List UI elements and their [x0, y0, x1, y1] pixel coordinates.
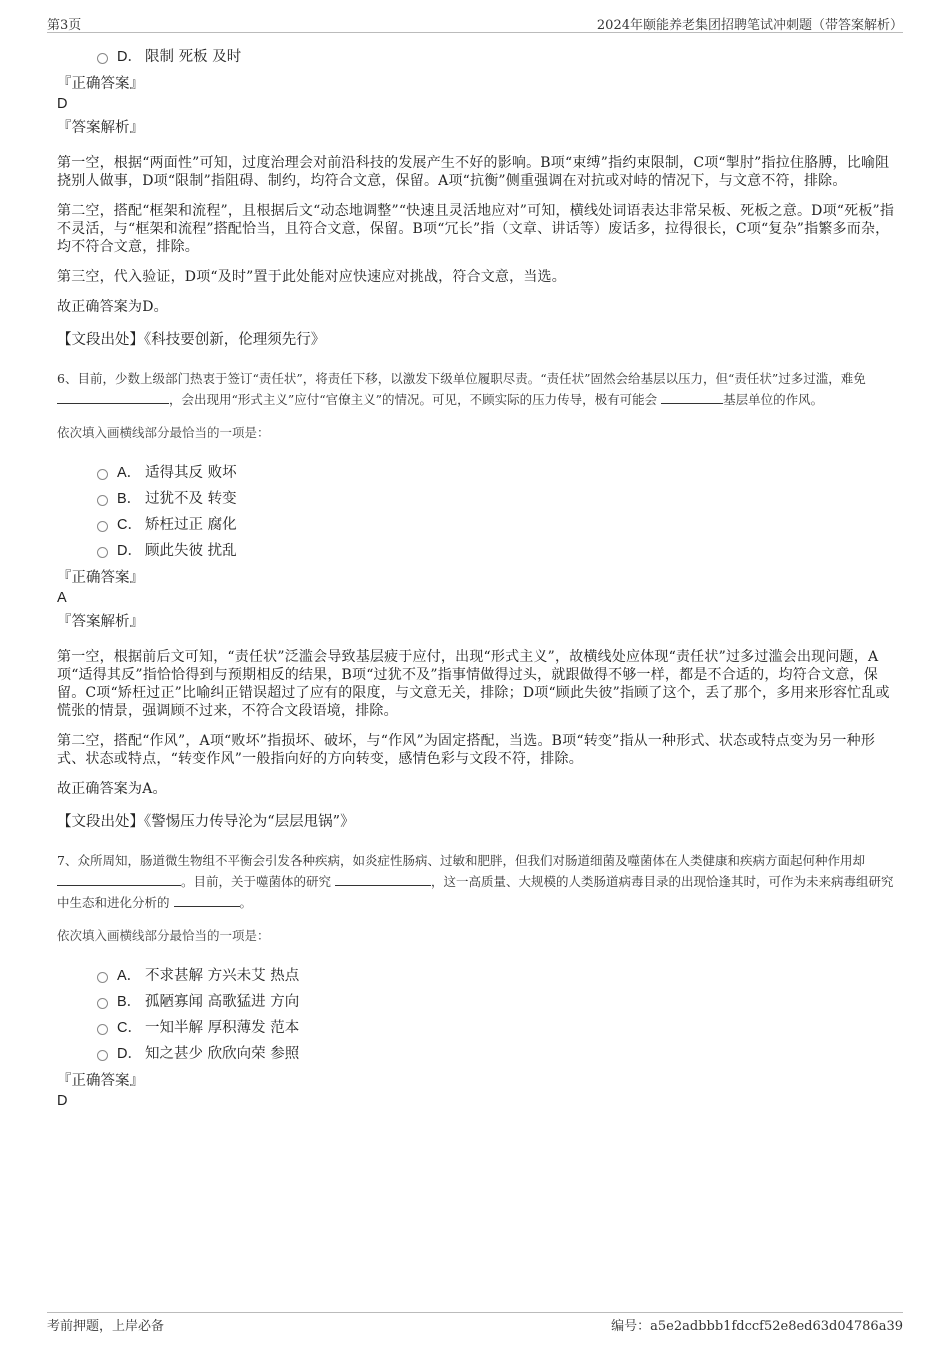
q6-option-d[interactable]	[57, 538, 897, 564]
fill-blank	[57, 389, 169, 404]
document-id: 编号：a5e2adbbb1fdccf52e8ed63d04786a39	[611, 1319, 903, 1334]
stem-text: 7、众所周知，肠道微生物组不平衡会引发各种疾病，如炎症性肠病、过敏和肥胖，但我们对肠道细菌及噬菌体在人类健康和疾病方面起何种作用却	[57, 853, 865, 868]
instruction-text: 依次填入画横线部分最恰当的一项是：	[57, 928, 270, 943]
document-title: 2024年颐能养老集团招聘笔试冲刺题（带答案解析）	[596, 18, 903, 33]
page-number: 第3页	[47, 18, 82, 33]
stem-text: 。	[239, 895, 253, 910]
question-stem	[57, 368, 897, 410]
q7-option-a[interactable]	[57, 963, 897, 989]
radio-icon[interactable]	[97, 972, 108, 983]
radio-icon[interactable]	[97, 521, 108, 532]
q5-option-d[interactable]	[57, 44, 897, 70]
option-text: 顾此失彼 扰乱	[145, 543, 237, 559]
option-text: 不求甚解 方兴未艾 热点	[145, 968, 300, 984]
page-content	[57, 44, 897, 1111]
q7-option-d[interactable]	[57, 1041, 897, 1067]
source-citation: 【文段出处】《科技要创新，伦理须先行》	[57, 332, 326, 348]
header-divider	[47, 32, 903, 33]
stem-text: 。目前，关于噬菌体的研究	[181, 874, 332, 889]
option-letter: D．	[117, 1046, 142, 1062]
radio-icon[interactable]	[97, 1024, 108, 1035]
option-text: 限制 死板 及时	[145, 49, 242, 65]
source-citation: 【文段出处】《警惕压力传导沦为“层层甩锅”》	[57, 814, 355, 830]
radio-icon[interactable]	[97, 1050, 108, 1061]
option-letter: A．	[117, 465, 142, 481]
option-letter: C．	[117, 517, 142, 533]
option-letter: A．	[117, 968, 142, 984]
stem-text: 基层单位的作风。	[723, 392, 824, 407]
option-text: 孤陋寡闻 高歌猛进 方向	[145, 994, 300, 1010]
q6-option-a[interactable]	[57, 460, 897, 486]
stem-text: ，这一高质量、大规模的人类肠道病毒目录的出现恰逢其时，可作为未来病毒组研究中生态和进化分析的	[57, 874, 894, 910]
fill-blank	[335, 871, 431, 886]
option-text: 适得其反 败坏	[145, 465, 237, 481]
analysis-paragraph: 第二空，搭配“框架和流程”，且根据后文“动态地调整”“快速且灵活地应对”可知，横线处词语表达非常呆板、死板之意。D项“死板”指不灵活，与“框架和流程”搭配恰当，且符合文意，保留。B项“冗长”指（文章、讲话等）废话多，拉得很长，C项“复杂”指繁多而杂，均不符合文意，排除。	[57, 203, 895, 255]
correct-answer-label: 『正确答案』	[57, 76, 144, 92]
correct-answer-value: A	[57, 590, 67, 606]
stem-text: 6、目前，少数上级部门热衷于签订“责任状”，将责任下移，以激发下级单位履职尽责。“责任状”固然会给基层以压力，但“责任状”过多过滥，难免	[57, 371, 866, 386]
analysis-label: 『答案解析』	[57, 614, 144, 630]
analysis-paragraph: 第三空，代入验证，D项“及时”置于此处能对应快速应对挑战，符合文意，当选。	[57, 269, 566, 285]
analysis-paragraph: 第一空，根据前后文可知，“责任状”泛滥会导致基层疲于应付，出现“形式主义”，故横线处应体现“责任状”过多过滥会出现问题，A项“适得其反”指恰恰得到与预期相反的结果，B项“过犹不及”指事情做得过头，就跟做得不够一样，都是不合适的，均符合文意，保留。C项“矫枉过正”比喻纠正错误超过了应有的限度，与文意无关，排除；D项“顾此失彼”指顾了这个，丢了那个，多用来形容忙乱或慌张的情景，强调顾不过来，不符合文段语境，排除。	[57, 649, 890, 719]
radio-icon[interactable]	[97, 495, 108, 506]
correct-answer-label: 『正确答案』	[57, 1073, 144, 1089]
analysis-paragraph: 第一空，根据“两面性”可知，过度治理会对前沿科技的发展产生不好的影响。B项“束缚”指约束限制，C项“掣肘”指拉住胳膊，比喻阻挠别人做事，D项“限制”指阻碍、制约，均符合文意，保留。A项“抗衡”侧重强调在对抗或对峙的情况下，与文意不符，排除。	[57, 155, 890, 189]
fill-blank	[57, 871, 181, 886]
radio-icon[interactable]	[97, 998, 108, 1009]
option-letter: B．	[117, 994, 142, 1010]
correct-answer-label: 『正确答案』	[57, 570, 144, 586]
radio-icon[interactable]	[97, 53, 108, 64]
radio-icon[interactable]	[97, 547, 108, 558]
q6-option-b[interactable]	[57, 486, 897, 512]
analysis-paragraph: 故正确答案为D。	[57, 299, 168, 315]
q7-option-c[interactable]	[57, 1015, 897, 1041]
option-letter: C．	[117, 1020, 142, 1036]
radio-icon[interactable]	[97, 469, 108, 480]
option-text: 过犹不及 转变	[145, 491, 237, 507]
q6-option-c[interactable]	[57, 512, 897, 538]
option-letter: B．	[117, 491, 142, 507]
question-stem	[57, 850, 897, 913]
fill-blank	[661, 389, 723, 404]
footer-slogan: 考前押题，上岸必备	[47, 1319, 165, 1334]
option-text: 一知半解 厚积薄发 范本	[145, 1020, 300, 1036]
analysis-label: 『答案解析』	[57, 120, 144, 136]
option-letter: D．	[117, 49, 142, 65]
analysis-paragraph: 故正确答案为A。	[57, 781, 167, 797]
instruction-text: 依次填入画横线部分最恰当的一项是：	[57, 425, 270, 440]
option-text: 知之甚少 欣欣向荣 参照	[145, 1046, 300, 1062]
option-letter: D．	[117, 543, 142, 559]
option-text: 矫枉过正 腐化	[145, 517, 237, 533]
correct-answer-value: D	[57, 1093, 68, 1109]
analysis-paragraph: 第二空，搭配“作风”，A项“败坏”指损坏、破坏，与“作风”为固定搭配，当选。B项“转变”指从一种形式、状态或特点变为另一种形式、状态或特点，“转变作风”一般指向好的方向转变，感情色彩与文段不符，排除。	[57, 733, 876, 767]
stem-text: ，会出现用“形式主义”应付“官僚主义”的情况。可见，不顾实际的压力传导，极有可能会	[169, 392, 658, 407]
q7-option-b[interactable]	[57, 989, 897, 1015]
footer-divider	[47, 1312, 903, 1313]
fill-blank	[174, 892, 240, 907]
correct-answer-value: D	[57, 96, 68, 112]
